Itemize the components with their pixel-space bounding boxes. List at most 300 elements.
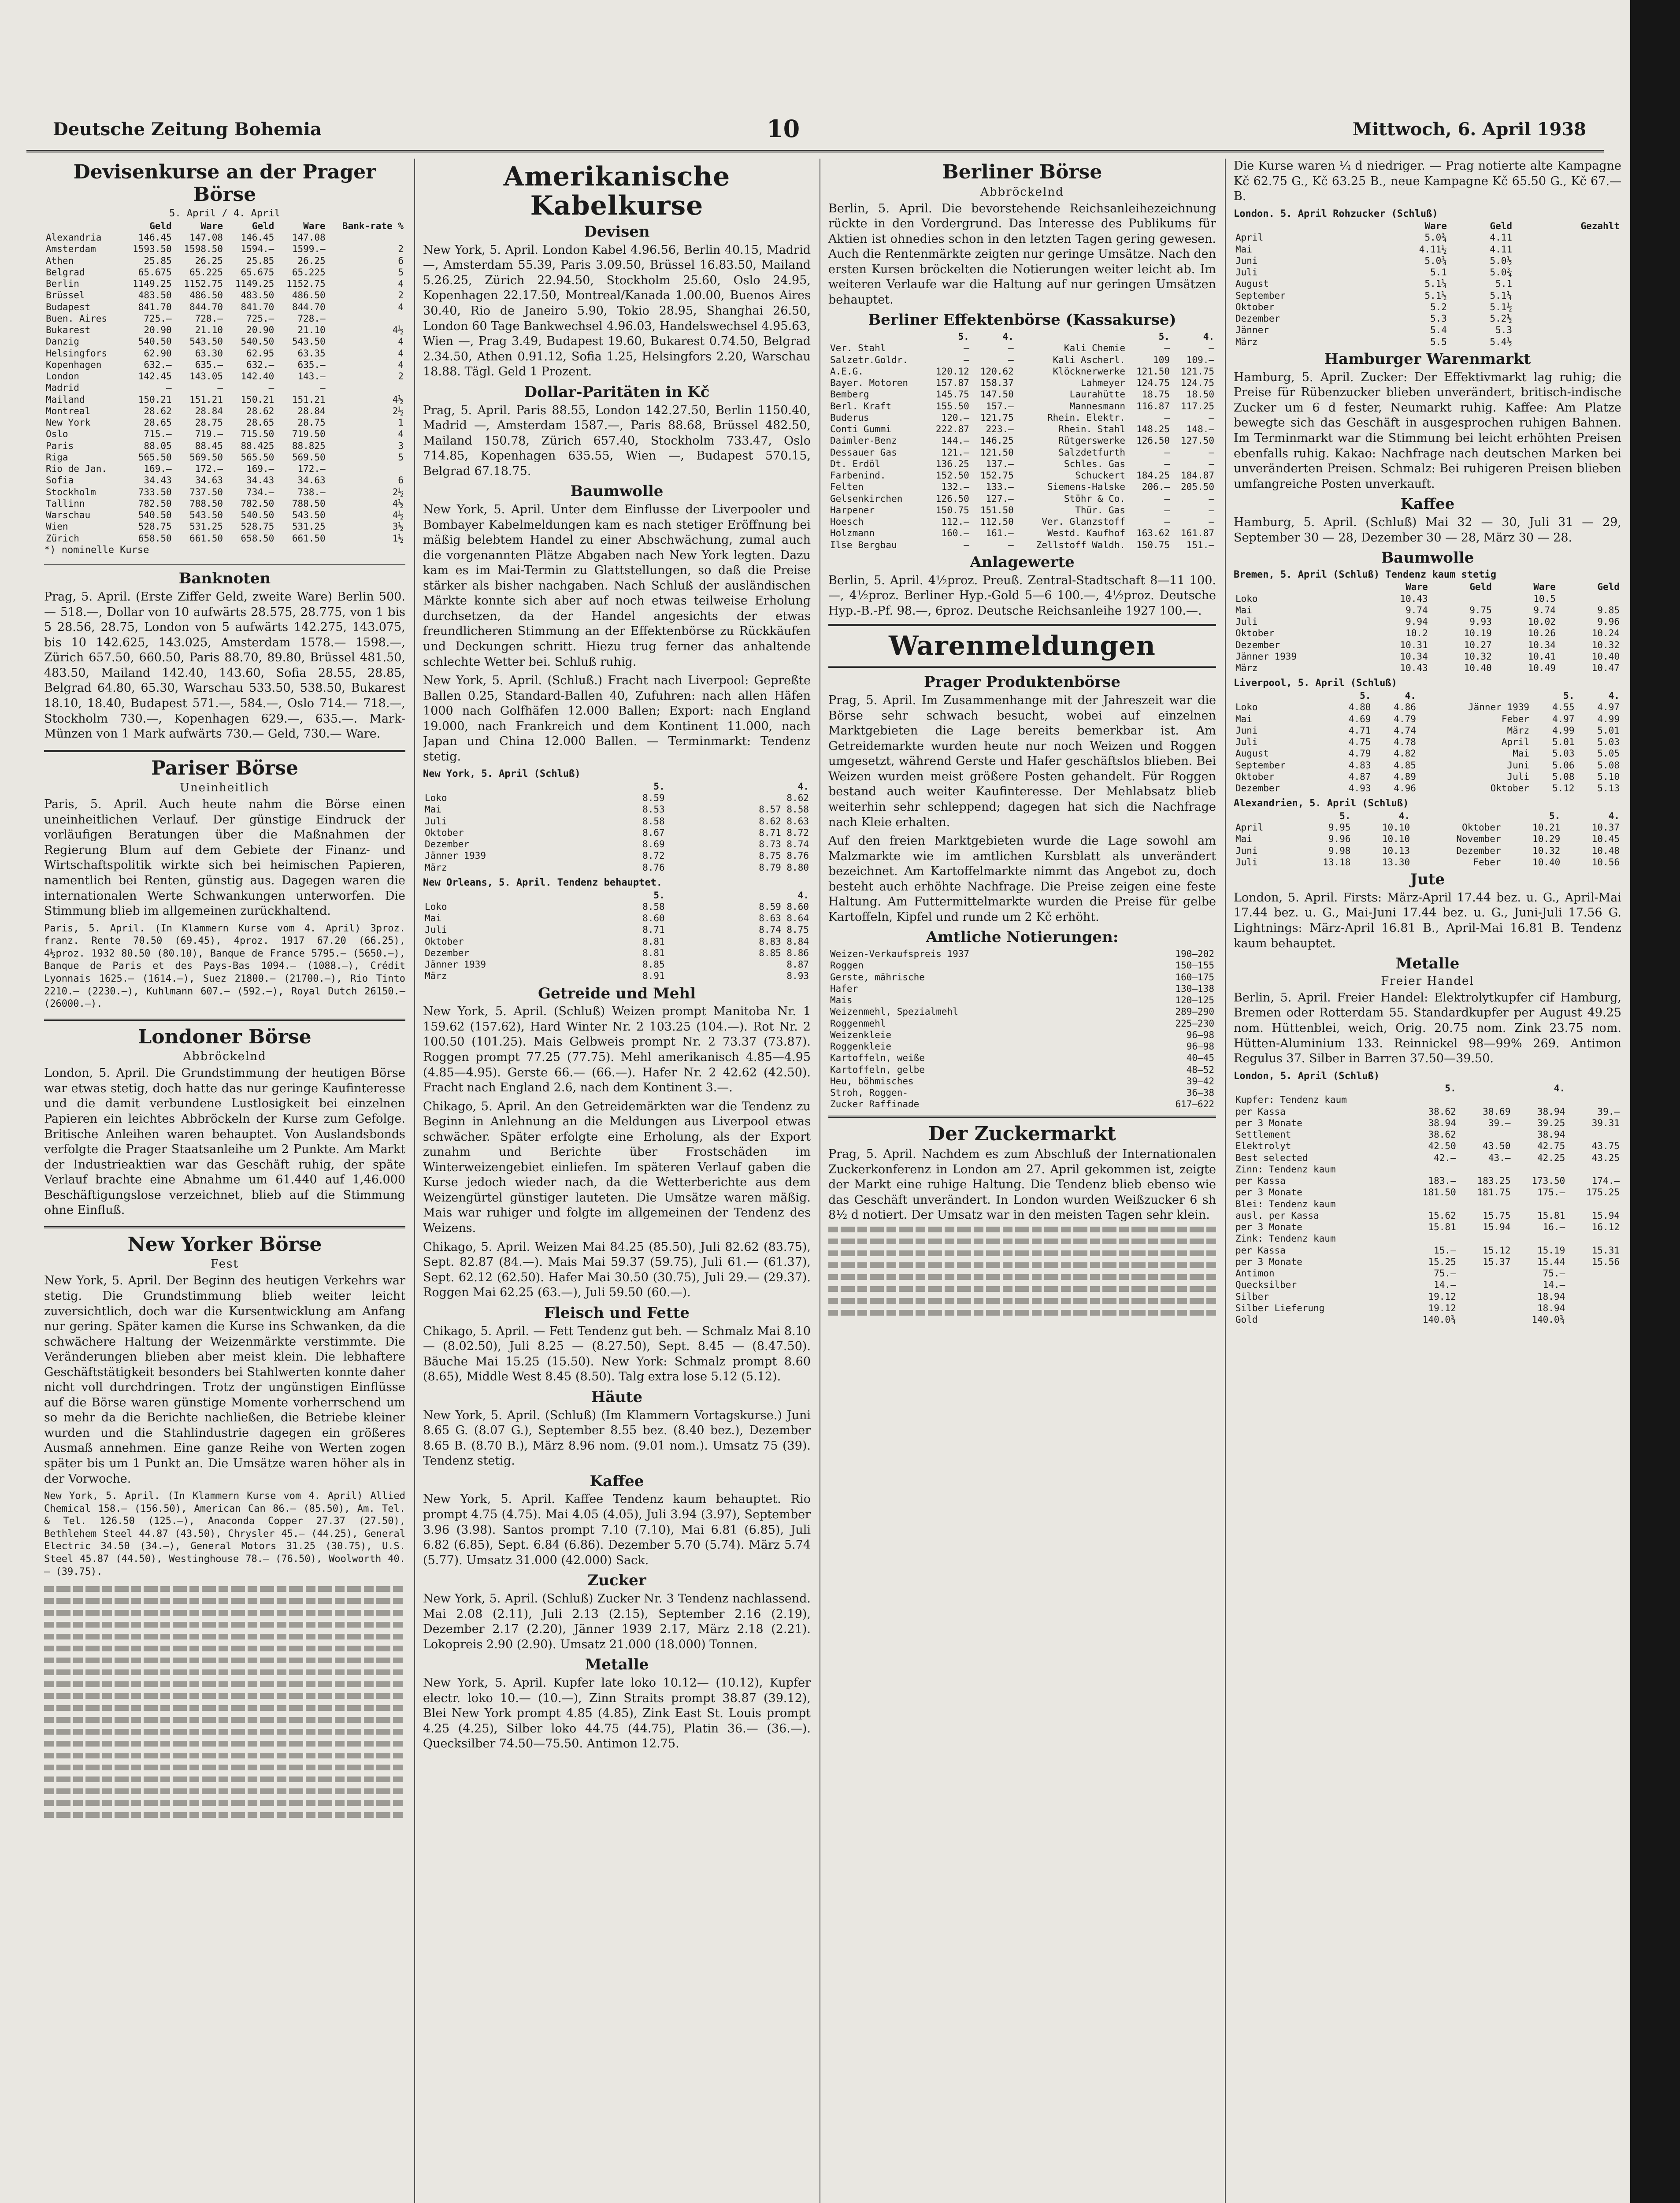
table-row xyxy=(1234,1129,1621,1140)
table-cell: 738.— xyxy=(297,486,326,497)
column-header xyxy=(1412,810,1502,822)
table-cell: Feber xyxy=(1501,713,1530,724)
table-row xyxy=(828,342,1216,354)
table-cell xyxy=(1121,1064,1128,1076)
rohzucker-table xyxy=(1234,220,1621,348)
table-cell: 844.70 xyxy=(292,301,326,312)
table-cell: 10.10 xyxy=(1382,822,1410,833)
table-cell: 5.1½ xyxy=(1490,301,1512,312)
table-cell: 120.62 xyxy=(980,366,1014,377)
table-cell: 5.06 xyxy=(1552,760,1575,771)
table-cell: 661.50 xyxy=(292,533,326,544)
column-header: 4. xyxy=(1203,331,1214,342)
table-cell: Juni xyxy=(1507,760,1530,771)
table-cell: London xyxy=(46,371,79,382)
table-cell: 39.— xyxy=(1488,1117,1511,1128)
table-cell: Jänner 1939 xyxy=(1468,702,1530,713)
table-cell: 5.0¾ xyxy=(1424,255,1447,266)
table-cell: 8.62 xyxy=(786,793,809,804)
table-cell: Ilse Bergbau xyxy=(830,539,897,550)
hamburg-title: Hamburger Warenmarkt xyxy=(1324,350,1531,368)
table-cell: 152.75 xyxy=(980,470,1014,481)
table-cell: 8.76 xyxy=(642,862,665,873)
table-cell: März xyxy=(425,971,447,982)
table-cell: per Kassa xyxy=(1235,1106,1286,1117)
table-cell: 65.225 xyxy=(189,267,223,278)
getreide-title: Getreide und Mehl xyxy=(538,984,696,1002)
getreide-text-3: Chikago, 5. April. Weizen Mai 84.25 (85.50), Juli 82.62 (83.75), Sept. 82.87 (84.—). Mais Mai 59.37 (59.75), Juli 61.— (61.37), Sept. 62.12 (62.50). Hafer Mai 30.50 (30.75), Juli 29.— (29.37). Roggen Mai 62.25 (63.—), Juli 59.50 (60.—). xyxy=(423,1240,811,1300)
table-cell: 150.21 xyxy=(241,394,274,405)
paris-title: Pariser Börse xyxy=(151,757,299,779)
table-cell: Holzmann xyxy=(830,528,875,539)
paris-quotes: Paris, 5. April. (In Klammern Kurse vom 4. April) 3proz. franz. Rente 70.50 (69.45), 4proz. 1917 67.20 (66.25), 4½proz. 1932 80.50 (80.10), Banque de France 5795.— (5650.—), Banque de Paris et des Pays-Bas 1094.— (1088.—), Crédit Lyonnais 1625.— (1614.—), Suez 21800.— (21700.—), Rio Tinto 2210.— (2230.—), Kuhlmann 607.— (592.—), Royal Dutch 26150.— (26000.—). xyxy=(44,923,405,1010)
liverpool-table xyxy=(1234,690,1621,794)
table-row xyxy=(44,289,405,301)
table-cell: 155.50 xyxy=(935,401,969,412)
table-cell: Stöhr & Co. xyxy=(1064,493,1125,504)
table-cell: 4.99 xyxy=(1597,713,1620,724)
metalle4-text: Berlin, 5. April. Freier Handel: Elektrolytkupfer cif Hamburg, Bremen oder Rotterdam 55. Standardkupfer per August 49.25 nom. Hüttenblei, weich, Orig. 20.75 nom. Zink 23.75 nom. Hütten-Aluminium 133. Reinnickel 98—99% 269. Antimon Regulus 37. Silber in Barren 37.50—39.50. xyxy=(1234,990,1621,1066)
table-cell: Paris xyxy=(46,440,74,451)
column-header: 4. xyxy=(1405,690,1416,701)
table-cell: 4½ xyxy=(392,510,404,521)
table-row xyxy=(1234,845,1621,857)
table-row xyxy=(44,359,405,371)
table-cell: Oktober xyxy=(425,827,464,838)
table-cell: 10.34 xyxy=(1400,651,1428,662)
table-cell xyxy=(1121,1052,1128,1064)
jute-title: Jute xyxy=(1410,871,1445,889)
table-cell: 161.— xyxy=(986,528,1014,539)
devisen-table xyxy=(44,220,405,544)
table-row xyxy=(1234,336,1621,348)
table-cell: 9.75 xyxy=(1469,605,1492,616)
table-cell xyxy=(1458,1268,1513,1279)
table-cell: 4.79 xyxy=(1394,713,1416,724)
table-row xyxy=(828,412,1216,423)
table-cell: 658.50 xyxy=(138,533,172,544)
table-cell: 5.08 xyxy=(1597,760,1620,771)
table-cell: 15.62 xyxy=(1428,1210,1456,1221)
table-cell: 126.50 xyxy=(1136,435,1170,446)
table-cell: 42.50 xyxy=(1428,1141,1456,1152)
table-cell xyxy=(327,463,405,475)
table-header xyxy=(1234,690,1621,701)
table-cell: 181.75 xyxy=(1477,1187,1511,1198)
table-cell: März xyxy=(1235,336,1258,347)
table-cell: 8.75 8.76 xyxy=(759,850,809,861)
table-cell: 172.— xyxy=(297,464,326,475)
table-cell: 543.50 xyxy=(292,510,326,521)
table-cell: Mai xyxy=(425,913,441,924)
table-cell: 133.— xyxy=(986,482,1014,493)
table-cell: 18.94 xyxy=(1537,1302,1565,1313)
notierungen-title: Amtliche Notierungen: xyxy=(926,928,1119,946)
table-cell: 62.95 xyxy=(246,348,274,359)
table-cell: 734.— xyxy=(246,486,274,497)
table-row xyxy=(44,428,405,440)
table-cell: Danzig xyxy=(46,336,79,347)
table-cell: Juli xyxy=(1235,737,1258,748)
table-cell: Belgrad xyxy=(46,267,85,278)
table-cell: 205.50 xyxy=(1181,482,1214,493)
table-cell: 10.45 xyxy=(1591,834,1620,845)
table-row xyxy=(828,366,1216,377)
table-row xyxy=(828,1006,1216,1017)
table-cell: 88.825 xyxy=(292,440,326,451)
table-cell: — xyxy=(268,382,274,393)
table-cell: 4.11 xyxy=(1490,244,1512,255)
table-cell: 1598.50 xyxy=(184,244,223,255)
page-header xyxy=(26,110,1604,152)
table-cell: Zürich xyxy=(46,533,79,544)
column-header xyxy=(828,331,927,342)
table-cell: 160.— xyxy=(941,528,969,539)
table-cell: Lahmeyer xyxy=(1080,378,1125,389)
liverpool-title: Liverpool, 5. April (Schluß) xyxy=(1234,678,1397,689)
table-row xyxy=(828,1052,1216,1064)
table-cell: Roggen xyxy=(830,960,864,971)
table-cell: — xyxy=(1209,516,1214,527)
table-cell: Dezember xyxy=(425,839,470,850)
table-cell: Silber xyxy=(1235,1291,1269,1302)
devisen-note: *) nominelle Kurse xyxy=(44,544,149,556)
table-cell: August xyxy=(1235,748,1269,759)
table-cell: 147.08 xyxy=(292,232,326,243)
table-cell: Sofia xyxy=(46,475,74,486)
devisen-dates: 5. April / 4. April xyxy=(169,208,280,219)
table-cell: 8.57 8.58 xyxy=(759,804,809,815)
table-cell: Stockholm xyxy=(46,486,96,497)
table-cell: — xyxy=(964,539,969,550)
table-cell: Dezember xyxy=(1235,639,1280,650)
table-cell: 569.50 xyxy=(292,452,326,463)
alexandria-title: Alexandrien, 5. April (Schluß) xyxy=(1234,798,1409,809)
table-cell: Dezember xyxy=(1235,313,1280,324)
devisen-title: Devisenkurse an der Prager Börse xyxy=(73,161,376,206)
table-row xyxy=(1234,651,1621,662)
table-row xyxy=(1234,1314,1621,1325)
table-cell: 6 xyxy=(398,255,404,266)
table-row xyxy=(1234,725,1621,736)
table-cell: 483.50 xyxy=(241,290,274,301)
table-row xyxy=(1234,857,1621,868)
table-cell: 96—98 xyxy=(1186,1041,1214,1052)
table-cell: November xyxy=(1456,834,1501,845)
table-cell: — xyxy=(1209,493,1214,504)
table-cell: 788.50 xyxy=(292,498,326,509)
table-cell: 225—230 xyxy=(1175,1018,1214,1029)
berlin-title: Berliner Börse xyxy=(942,161,1102,183)
table-cell: Oktober xyxy=(1235,771,1275,782)
table-cell: Quecksilber xyxy=(1235,1280,1297,1291)
table-cell: 152.50 xyxy=(935,470,969,481)
table-cell: 26.25 xyxy=(297,255,326,266)
table-cell: 62.90 xyxy=(144,348,172,359)
table-cell: Mannesmann xyxy=(1069,401,1125,412)
table-cell: 126.50 xyxy=(935,493,969,504)
table-cell: Kali Ascherl. xyxy=(1053,354,1125,365)
table-cell: 109.— xyxy=(1186,354,1214,365)
table-row xyxy=(828,447,1216,458)
table-cell: Weizen-Verkaufspreis 1937 xyxy=(830,949,970,960)
table-cell: 5.2 xyxy=(1430,301,1447,312)
table-cell xyxy=(1121,1076,1128,1087)
table-cell: Loko xyxy=(425,901,447,912)
table-header xyxy=(44,220,405,232)
table-cell xyxy=(1567,1198,1621,1210)
effekten-table xyxy=(828,331,1216,551)
table-cell xyxy=(1458,1164,1513,1175)
table-cell: 9.95 xyxy=(1328,822,1351,833)
text-filler xyxy=(828,1227,1216,1316)
jute-text: London, 5. April. Firsts: März-April 17.44 bez. u. G., April-Mai 17.44 bez. u. G., Mai-Juni 17.44 bez. u. G., Juni-Juli 17.56 G. Lightnings: März-April 16.81 B., April-Mai 16.81 B. Tendenz kaum behauptet. xyxy=(1234,890,1621,950)
column-header: 5. xyxy=(1445,1083,1456,1094)
table-cell: 569.50 xyxy=(189,452,223,463)
table-cell: 5.4½ xyxy=(1490,336,1512,347)
table-cell: 4.69 xyxy=(1348,713,1371,724)
table-cell: 5.01 xyxy=(1552,737,1575,748)
table-cell: 5.05 xyxy=(1597,748,1620,759)
table-cell: 39.— xyxy=(1597,1106,1620,1117)
table-cell: Klöcknerwerke xyxy=(1053,366,1125,377)
table-cell: 136.25 xyxy=(935,458,969,469)
anlagewerte-text: Berlin, 5. April. 4½proz. Preuß. Zentral-Stadtschaft 8—11 100.—, 4½proz. Berliner Hyp.-Gold 5—6 100.—, 4½proz. Deutsche Hyp.-B.-Pf. 98.—, 6proz. Deutsche Reichsanleihe 1927 100.—. xyxy=(828,573,1216,618)
banknoten-section xyxy=(44,570,405,742)
table-cell: 21.10 xyxy=(195,325,223,336)
table-cell: 28.65 xyxy=(246,417,274,428)
table-cell: 5 xyxy=(398,267,404,278)
table-cell: 142.45 xyxy=(138,371,172,382)
table-cell: 181.50 xyxy=(1422,1187,1456,1198)
column-header xyxy=(44,220,122,232)
table-cell: Berlin xyxy=(46,278,79,289)
newyork-text: New York, 5. April. Der Beginn des heutigen Verkehrs war stetig. Die Grundstimmung blieb weiter leicht zuversichtlich, doch war die Kursentwicklung am Anfang nur gering. Später kamen die Kurse ins Schwanken, da die schwächere Haltung der Weizenmärkte verstimmte. Die Veränderungen blieben aber meist klein. Die lebhaftere Geschäftstätigkeit besonders bei Stahlwerten konnte daher nicht voll durchdringen. Trotz der ungünstigen Einflüsse auf die Börse waren günstige Momente vorherrschend um so mehr da die Berichte nachließen, die Betriebe kleiner wurden und die Stahlindustrie dagegen ein größeres Ausmaß annehmen. Eine ganze Reihe von Werten zogen später bis um 1 Punkt an. Die Umsätze waren höher als in der Vorwoche. xyxy=(44,1274,405,1486)
table-cell: Zinn: Tendenz kaum xyxy=(1235,1164,1336,1175)
table-cell: 10.13 xyxy=(1382,845,1410,856)
table-cell: 8.81 xyxy=(642,947,665,958)
table-cell: Roggenmehl xyxy=(830,1018,886,1029)
baumwolle-text-2: New York, 5. April. (Schluß.) Fracht nach Liverpool: Gepreßte Ballen 0.25, Standard-Ballen 40, Zufuhren: nach allen Häfen 1000 nach Golfhäfen 12.000 Ballen; Export: nach England 19.000, nach Frankreich und dem Kontinent 11.000, nach Japan und China 12.000 Ballen. — Terminmarkt: Tendenz stetig. xyxy=(423,674,811,764)
table-row xyxy=(44,267,405,278)
table-cell: 10.40 xyxy=(1532,857,1561,868)
table-row xyxy=(44,371,405,382)
text-filler xyxy=(44,1586,405,1818)
fleisch-text: Chikago, 5. April. — Fett Tendenz gut beh. — Schmalz Mai 8.10 — (8.02.50), Juli 8.25 — (8.27.50), Sept. 8.45 — (8.47.50). Bäuche Mai 15.25 (15.50). New York: Schmalz prompt 8.60 (8.65), Middle West 8.45 (8.50). Talg extra lose 5.12 (5.12). xyxy=(423,1324,811,1384)
table-cell: 39.31 xyxy=(1591,1117,1620,1128)
table-cell: 38.94 xyxy=(1537,1106,1565,1117)
table-cell: 5.03 xyxy=(1552,748,1575,759)
table-cell: 9.94 xyxy=(1406,616,1428,627)
table-cell: per 3 Monate xyxy=(1235,1187,1302,1198)
table-row xyxy=(1234,1106,1621,1117)
table-cell: 5 xyxy=(398,452,404,463)
column-header: 4. xyxy=(1608,690,1620,701)
table-row xyxy=(1234,324,1621,336)
table-cell: 157.87 xyxy=(935,378,969,389)
table-cell: 3½ xyxy=(392,521,404,532)
table-cell: 130—138 xyxy=(1175,983,1214,994)
table-cell xyxy=(327,232,405,243)
table-cell: Weizenmehl, Spezialmehl xyxy=(830,1006,958,1017)
table-cell: 137.— xyxy=(986,458,1014,469)
banknoten-text: Prag, 5. April. (Erste Ziffer Geld, zweite Ware) Berlin 500.— 518.—, Dollar von 10 aufwärts 28.575, 28.775, von 1 bis 5 28.56, 28.75, London von 5 aufwärts 142.275, 143.075, bis 10 142.625, 143.025, Amsterdam 1578.— 1598.—, Zürich 657.50, 660.50, Paris 88.70, 89.80, Brüssel 481.50, 483.50, Mailand 142.40, 143.60, Sofia 28.55, 28.85, Belgrad 64.80, 65.30, Warschau 533.50, 538.50, Bukarest 18.10, 18.40, Budapest 571.—, 584.—, Oslo 714.— 718.—, Stockholm 730.—, Kopenhagen 629.—, 635.—. Mark-Münzen von 1 Mark aufwärts 730.— Geld, 730.— Ware. xyxy=(44,590,405,741)
table-cell: Montreal xyxy=(46,405,91,416)
table-cell: 10.34 xyxy=(1528,639,1556,650)
table-cell: 4.83 xyxy=(1348,760,1371,771)
column-header xyxy=(1234,690,1328,701)
haeute-title: Häute xyxy=(591,1388,643,1406)
table-cell: 8.83 8.84 xyxy=(759,936,809,947)
table-row xyxy=(828,470,1216,481)
table-cell: 4.82 xyxy=(1394,748,1416,759)
metalle4-title: Metalle xyxy=(1395,955,1460,973)
table-cell: 10.40 xyxy=(1464,663,1492,674)
table-cell: 5.4 xyxy=(1430,325,1447,336)
table-row xyxy=(44,405,405,417)
table-cell: — xyxy=(1008,343,1014,354)
table-cell: Kupfer: Tendenz kaum xyxy=(1235,1094,1347,1105)
table-row xyxy=(1234,1291,1621,1302)
table-cell: Settlement xyxy=(1235,1129,1291,1140)
table-cell: 34.43 xyxy=(246,475,274,486)
table-cell: New York xyxy=(46,417,91,428)
table-cell xyxy=(1567,1302,1621,1314)
table-cell: 10.24 xyxy=(1591,628,1620,639)
table-row xyxy=(828,1064,1216,1076)
table-cell: Gelsenkirchen xyxy=(830,493,903,504)
table-cell: 140.0¾ xyxy=(1532,1314,1565,1325)
table-cell: 20.90 xyxy=(144,325,172,336)
table-cell: März xyxy=(1507,725,1530,736)
table-row xyxy=(44,498,405,509)
table-row xyxy=(828,948,1216,960)
table-cell: 10.43 xyxy=(1400,663,1428,674)
table-header xyxy=(1234,1083,1621,1094)
table-cell: 632.— xyxy=(246,359,274,370)
table-cell: Thür. Gas xyxy=(1075,504,1125,516)
table-row xyxy=(423,827,811,838)
table-cell: 169.— xyxy=(144,464,172,475)
table-cell: 486.50 xyxy=(292,290,326,301)
table-cell: 4.85 xyxy=(1394,760,1416,771)
table-cell: per Kassa xyxy=(1235,1245,1286,1256)
table-cell xyxy=(1458,1129,1513,1140)
table-row xyxy=(1234,1279,1621,1291)
table-row xyxy=(828,972,1216,983)
table-header xyxy=(828,331,1216,342)
table-cell xyxy=(1403,1233,1458,1244)
table-cell: Zellstoff Waldh. xyxy=(1036,539,1125,550)
table-cell: Helsingfors xyxy=(46,348,108,359)
table-cell: — xyxy=(964,343,969,354)
table-row xyxy=(44,475,405,486)
table-row xyxy=(828,983,1216,994)
table-row xyxy=(1234,313,1621,324)
table-cell: 540.50 xyxy=(138,510,172,521)
table-cell: 10.41 xyxy=(1528,651,1556,662)
table-cell xyxy=(1121,983,1128,994)
table-cell: 28.84 xyxy=(297,405,326,416)
london-sub: Abbröckelnd xyxy=(183,1050,267,1064)
table-cell: Bayer. Motoren xyxy=(830,378,909,389)
table-cell: Felten xyxy=(830,482,864,493)
table-cell: 16.— xyxy=(1543,1222,1565,1233)
table-cell: 151.— xyxy=(1186,539,1214,550)
zuckermarkt-title: Der Zuckermarkt xyxy=(928,1122,1116,1145)
table-cell: Mai xyxy=(1235,244,1252,255)
column-header xyxy=(1234,581,1366,593)
table-cell: Juli xyxy=(1507,771,1530,782)
table-cell: 4.55 xyxy=(1552,702,1575,713)
column-header: 4. xyxy=(1398,810,1410,821)
table-cell: 19.12 xyxy=(1428,1291,1456,1302)
table-cell xyxy=(1514,267,1621,278)
table-row xyxy=(828,481,1216,493)
table-cell: 5.08 xyxy=(1552,771,1575,782)
table-cell xyxy=(1567,1129,1621,1140)
table-cell: 34.43 xyxy=(144,475,172,486)
table-cell: 1149.25 xyxy=(235,278,274,289)
table-cell: 8.72 xyxy=(642,850,665,861)
table-cell: — xyxy=(1008,539,1014,550)
table-cell: Juni xyxy=(1235,845,1258,856)
table-cell: 150.75 xyxy=(935,504,969,516)
column-header: 5. xyxy=(1158,331,1170,342)
table-cell: 4 xyxy=(398,336,404,347)
kaffee-title: Kaffee xyxy=(590,1472,644,1490)
column-header: 4. xyxy=(797,890,809,901)
table-cell: 1152.75 xyxy=(184,278,223,289)
table-cell: 143.05 xyxy=(189,371,223,382)
table-cell: Oktober xyxy=(1235,301,1275,312)
table-cell: Ver. Glanzstoff xyxy=(1042,516,1125,527)
table-cell: 5.1¼ xyxy=(1424,278,1447,289)
baumwolle-text: New York, 5. April. Unter dem Einflusse der Liverpooler und Bombayer Kabelmeldungen kam es nach stetiger Eröffnung bei mäßig belebtem Handel zu einer Abschwächung, zumal auch die vorgenannten Plätze Abgaben nach New York legten. Dazu kam es im Mai-Termin zu Glattstellungen, so daß die Preise stärker als bisher nachgaben. Nach Schluß der ausländischen Märkte konnte sich aber auf noch etwas teilweise Erholung durchsetzen, da der Handel angesichts der etwas freundlicheren Stimmung an der Effektenbörse zu Rückkäufen und Deckungen schritt. Hiezu trug ferner das anhaltende schlechte Wetter bei. Schluß ruhig. xyxy=(423,503,811,669)
table-cell: 28.84 xyxy=(195,405,223,416)
berlin-sub: Abbröckelnd xyxy=(980,185,1064,199)
table-cell: 10.19 xyxy=(1464,628,1492,639)
table-row xyxy=(1234,701,1621,713)
table-row xyxy=(1234,1094,1621,1105)
table-cell: 788.50 xyxy=(189,498,223,509)
table-cell: 15.31 xyxy=(1591,1245,1620,1256)
table-cell: 222.87 xyxy=(935,424,969,435)
table-cell: 635.— xyxy=(195,359,223,370)
table-row xyxy=(1234,1302,1621,1314)
dollar-paritaet-text: Prag, 5. April. Paris 88.55, London 142.27.50, Berlin 1150.40, Madrid —, Amsterdam 1587.—, Paris 88.68, Brüssel 482.50, Mailand 150.78, Zürich 657.40, Stockholm 733.47, Oslo 714.85, Kopenhagen 635.55, Wien —, Budapest 570.15, Belgrad 67.18.75. xyxy=(423,403,811,478)
table-row xyxy=(44,486,405,498)
table-cell: 48—52 xyxy=(1186,1064,1214,1075)
table-cell xyxy=(1567,1268,1621,1279)
table-cell: 160—175 xyxy=(1175,972,1214,983)
table-cell: Stroh, Roggen- xyxy=(830,1087,909,1098)
table-cell: 4.89 xyxy=(1394,771,1416,782)
column-header: Ware xyxy=(1424,221,1447,232)
table-row xyxy=(1234,760,1621,771)
table-cell xyxy=(1458,1094,1513,1105)
table-cell: — xyxy=(1209,343,1214,354)
table-row xyxy=(828,458,1216,470)
table-cell: 13.30 xyxy=(1382,857,1410,868)
table-cell: 565.50 xyxy=(241,452,274,463)
table-cell: 150.21 xyxy=(138,394,172,405)
column-header xyxy=(1234,220,1369,232)
column-header: Bank-rate % xyxy=(342,220,404,231)
table-cell: 8.85 xyxy=(642,959,665,970)
table-cell: 486.50 xyxy=(189,290,223,301)
table-row xyxy=(423,936,811,947)
